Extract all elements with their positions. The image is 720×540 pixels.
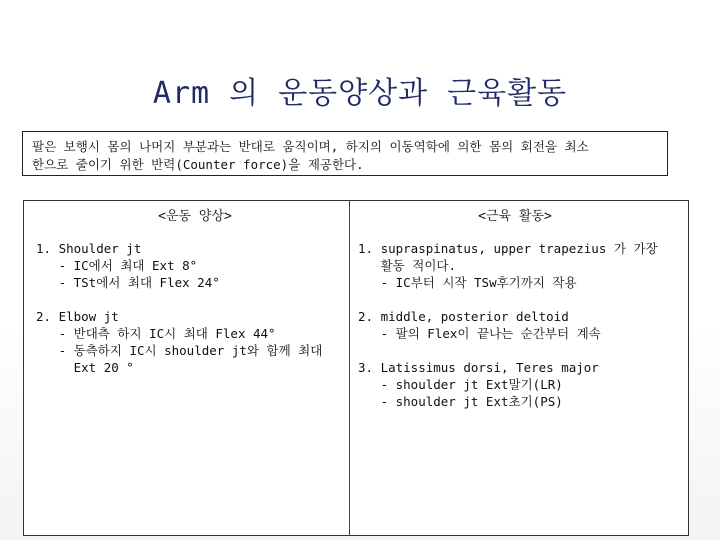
intro-line-1: 팔은 보행시 몸의 나머지 부분과는 반대로 움직이며, 하지의 이동역학에 의한 몸의 회전을 최소 [32, 139, 589, 154]
list-item [36, 308, 342, 376]
list-item-line: 1. supraspinatus, upper trapezius 가 가장 [358, 241, 658, 256]
right-column-heading: <근육 활동> [478, 209, 552, 224]
list-item [36, 240, 342, 291]
right-column-body [358, 240, 683, 427]
list-item-line: 활동 적이다. [358, 258, 457, 273]
intro-line-2: 한으로 줄이기 위한 반력(Counter force)을 제공한다. [32, 157, 364, 172]
list-item-line: - IC에서 최대 Ext 8° [36, 258, 198, 273]
left-column-body [36, 240, 342, 393]
list-item-line: - shoulder jt Ext말기(LR) [358, 377, 563, 392]
list-item-line: - shoulder jt Ext초기(PS) [358, 394, 563, 409]
column-divider [349, 200, 350, 536]
list-item [358, 359, 683, 410]
slide-title: Arm 의 운동양상과 근육활동 [152, 76, 568, 111]
list-item-line: - IC부터 시작 TSw후기까지 작용 [358, 275, 577, 290]
list-item-line: 3. Latissimus dorsi, Teres major [358, 360, 599, 375]
list-item-line: - TSt에서 최대 Flex 24° [36, 275, 220, 290]
list-item-line: 2. middle, posterior deltoid [358, 309, 569, 324]
list-item [358, 240, 683, 291]
left-column-heading: <운동 양상> [158, 209, 232, 224]
list-item-line: - 반대측 하지 IC시 최대 Flex 44° [36, 326, 276, 341]
list-item-line: - 동측하지 IC시 shoulder jt와 함께 최대 [36, 343, 323, 358]
list-item-line: - 팔의 Flex이 끝나는 순간부터 계속 [358, 326, 601, 341]
list-item-line: 2. Elbow jt [36, 309, 119, 324]
list-item-line: Ext 20 ° [36, 360, 134, 375]
list-item [358, 308, 683, 342]
intro-text-box [22, 131, 668, 176]
list-item-line: 1. Shoulder jt [36, 241, 142, 256]
